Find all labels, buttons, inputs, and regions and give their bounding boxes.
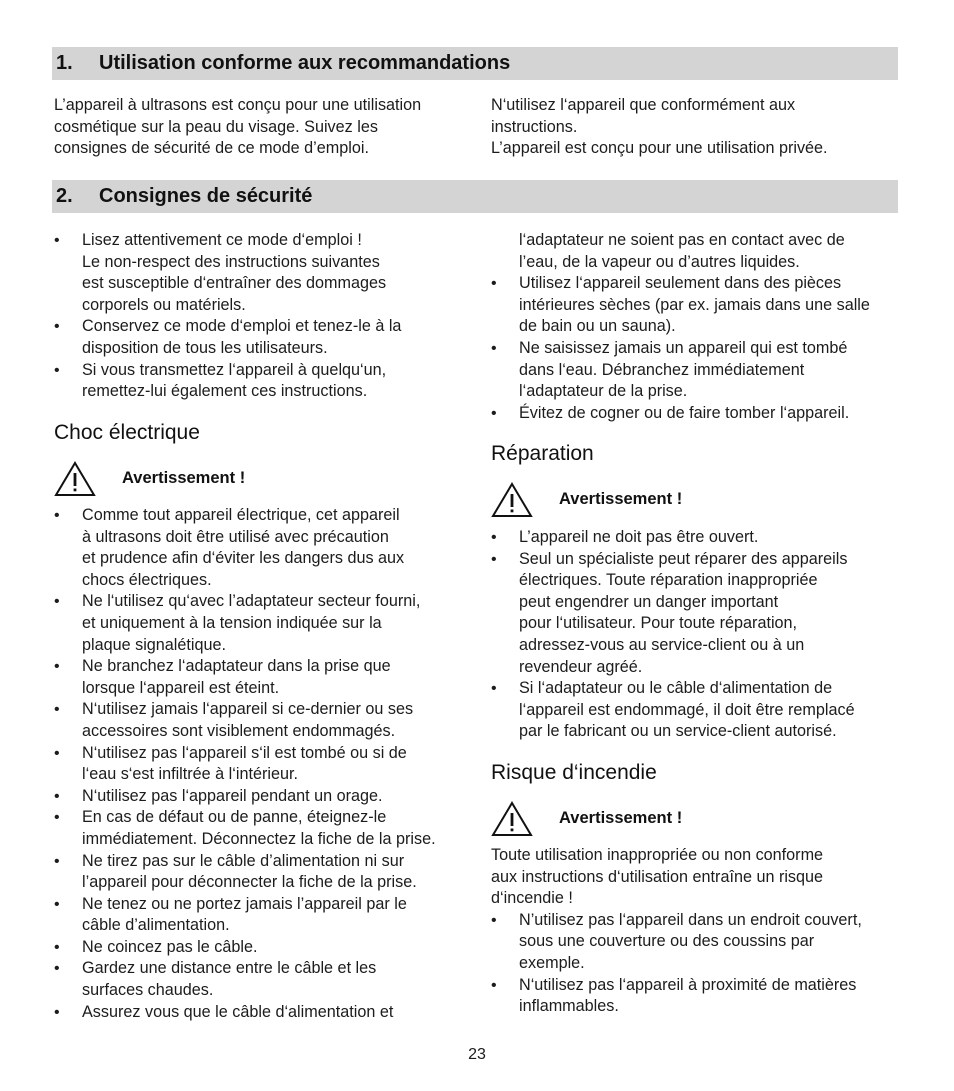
warning-label: Avertissement !: [559, 809, 683, 827]
text-line: adressez-vous au service-client ou à un: [519, 635, 805, 654]
text-line: • Ne saisissez jamais un appareil qui est tombé: [519, 338, 848, 357]
text-line: l‘adaptateur ne soient pas en contact avec de: [519, 231, 845, 249]
text-line: cosmétique sur la peau du visage. Suivez les: [54, 117, 378, 136]
safety-intro-list: [54, 230, 474, 403]
text-line: • Utilisez l‘appareil seulement dans des pièces: [519, 274, 842, 293]
text-line: câble d’alimentation.: [82, 916, 230, 935]
text-line: • Ne tirez pas sur le câble d’alimentation ni sur: [82, 851, 405, 870]
text-line: pour l‘utilisateur. Pour toute réparation,: [519, 614, 798, 633]
text-line: remettez-lui également ces instructions.: [82, 382, 368, 401]
text-line: • N‘utilisez pas l‘appareil à proximité de matières: [519, 975, 857, 994]
text-line: • Ne branchez l‘adaptateur dans la prise que: [82, 657, 391, 676]
text-line: • Ne coincez pas le câble.: [82, 937, 258, 956]
text-line: • Ne tenez ou ne portez jamais l’appareil par le: [82, 894, 407, 913]
text-line: instructions.: [491, 117, 578, 136]
section-2-header: [52, 180, 898, 213]
list-item: [491, 527, 911, 549]
text-line: • Conservez ce mode d‘emploi et tenez-le à la: [82, 317, 402, 336]
choc-list: [54, 505, 474, 1023]
text-line: l‘adaptateur de la prise.: [519, 382, 688, 401]
section-1-header: [52, 47, 898, 80]
warning-label: Avertissement !: [122, 469, 246, 487]
text-line: corporels ou matériels.: [82, 295, 246, 314]
text-line: L’appareil à ultrasons est conçu pour une utilisation: [54, 96, 422, 114]
text-line: lorsque l‘appareil est éteint.: [82, 678, 280, 697]
text-line: immédiatement. Déconnectez la fiche de la prise.: [82, 829, 436, 848]
text-line: consignes de sécurité de ce mode d’emploi.: [54, 139, 369, 158]
text-line: l’appareil pour déconnecter la fiche de la prise.: [82, 873, 417, 892]
section-title: Utilisation conforme aux recommandations: [99, 52, 511, 74]
text-line: • N‘utilisez jamais l‘appareil si ce-dernier ou ses: [82, 700, 414, 719]
list-item: [54, 894, 474, 937]
list-item: [54, 656, 474, 699]
text-line: • L’appareil ne doit pas être ouvert.: [519, 528, 759, 546]
list-item: [54, 807, 474, 850]
text-line: de bain ou un sauna).: [519, 317, 676, 336]
list-item: [54, 591, 474, 656]
text-line: N‘utilisez l‘appareil que conformément aux: [491, 96, 796, 114]
text-line: • Assurez vous que le câble d‘alimentation et: [82, 1002, 394, 1021]
text-line: est susceptible d‘entraîner des dommages: [82, 274, 387, 293]
text-line: • En cas de défaut ou de panne, éteignez-le: [82, 808, 387, 827]
list-item: [54, 1002, 474, 1024]
page-number: 23: [468, 1046, 486, 1063]
text-line: inflammables.: [519, 997, 619, 1016]
text-line: par le fabricant ou un service-client autorisé.: [519, 722, 837, 741]
list-item: [491, 975, 911, 1018]
list-item: [54, 230, 474, 316]
text-line: et prudence afin d‘éviter les dangers dus aux: [82, 549, 405, 568]
text-line: • Ne l‘utilisez qu‘avec l’adaptateur secteur fourni,: [82, 592, 421, 611]
text-line: l‘appareil est endommagé, il doit être remplacé: [519, 700, 855, 719]
incendie-heading: Risque d‘incendie: [491, 761, 657, 784]
list-item: [54, 505, 474, 591]
list-item: [491, 273, 911, 338]
text-line: • Si l‘adaptateur ou le câble d‘alimentation de: [519, 679, 833, 698]
text-line: peut engendrer un danger important: [519, 592, 779, 611]
reparation-heading: Réparation: [491, 442, 594, 465]
section-number: 2.: [56, 185, 73, 207]
text-line: • Comme tout appareil électrique, cet appareil: [82, 506, 400, 524]
text-line: à ultrasons doit être utilisé avec précaution: [82, 527, 389, 546]
text-line: • Gardez une distance entre le câble et les: [82, 959, 377, 978]
text-line: l’eau, de la vapeur ou d’autres liquides.: [519, 252, 800, 271]
text-line: • N‘utilisez pas l‘appareil s‘il est tombé ou si de: [82, 743, 407, 762]
text-line: et uniquement à la tension indiquée sur la: [82, 613, 382, 632]
text-line: revendeur agréé.: [519, 657, 643, 676]
text-line: dans l‘eau. Débranchez immédiatement: [519, 360, 805, 379]
reparation-warning: [491, 482, 811, 522]
list-item: [491, 549, 911, 679]
list-item: [54, 851, 474, 894]
text-line: • Seul un spécialiste peut réparer des appareils: [519, 549, 848, 568]
list-item: [54, 316, 474, 359]
text-line: électriques. Toute réparation inappropriée: [519, 571, 818, 590]
warning-triangle-icon: [491, 801, 533, 837]
section-1-right-text: [491, 95, 911, 160]
text-line: plaque signalétique.: [82, 635, 227, 654]
text-line: exemple.: [519, 953, 585, 972]
incendie-warning: [491, 801, 811, 841]
text-line: d‘incendie !: [491, 889, 573, 908]
list-item: [491, 910, 911, 975]
warning-triangle-icon: [54, 461, 96, 497]
text-line: • N’utilisez pas l‘appareil dans un endroit couvert,: [519, 910, 862, 929]
list-item: [491, 678, 911, 743]
text-line: chocs électriques.: [82, 570, 212, 589]
list-item: [491, 338, 911, 403]
list-item: [54, 699, 474, 742]
section-number: 1.: [56, 52, 73, 74]
text-line: accessoires sont visiblement endommagés.: [82, 721, 396, 740]
text-line: disposition de tous les utilisateurs.: [82, 338, 328, 357]
text-line: aux instructions d‘utilisation entraîne un risque: [491, 867, 824, 886]
list-item: [491, 403, 911, 425]
list-item: [54, 360, 474, 403]
text-line: l‘eau s‘est infiltrée à l‘intérieur.: [82, 765, 298, 784]
text-line: • Lisez attentivement ce mode d‘emploi !: [82, 231, 362, 249]
list-item: [54, 937, 474, 959]
section-title: Consignes de sécurité: [99, 185, 313, 207]
text-line: surfaces chaudes.: [82, 981, 214, 1000]
text-line: Le non-respect des instructions suivantes: [82, 252, 380, 271]
section-1-left-text: [54, 95, 474, 160]
text-line: • Évitez de cogner ou de faire tomber l‘appareil.: [519, 403, 850, 422]
list-item: [54, 786, 474, 808]
text-line: sous une couverture ou des coussins par: [519, 932, 815, 951]
text-line: • N‘utilisez pas l‘appareil pendant un orage.: [82, 786, 383, 805]
warning-label: Avertissement !: [559, 490, 683, 508]
choc-heading: Choc électrique: [54, 421, 200, 444]
warning-triangle-icon: [491, 482, 533, 518]
list-item: [54, 743, 474, 786]
text-line: intérieures sèches (par ex. jamais dans une salle: [519, 295, 870, 314]
choc-list-continued: [491, 230, 911, 424]
choc-warning: [54, 461, 374, 501]
list-item-continued: [491, 230, 911, 273]
text-line: Toute utilisation inappropriée ou non conforme: [491, 846, 824, 864]
list-item: [54, 958, 474, 1001]
reparation-list: [491, 527, 911, 743]
text-line: • Si vous transmettez l‘appareil à quelqu‘un,: [82, 360, 387, 379]
text-line: L’appareil est conçu pour une utilisation privée.: [491, 139, 828, 158]
incendie-text: [491, 845, 911, 1018]
